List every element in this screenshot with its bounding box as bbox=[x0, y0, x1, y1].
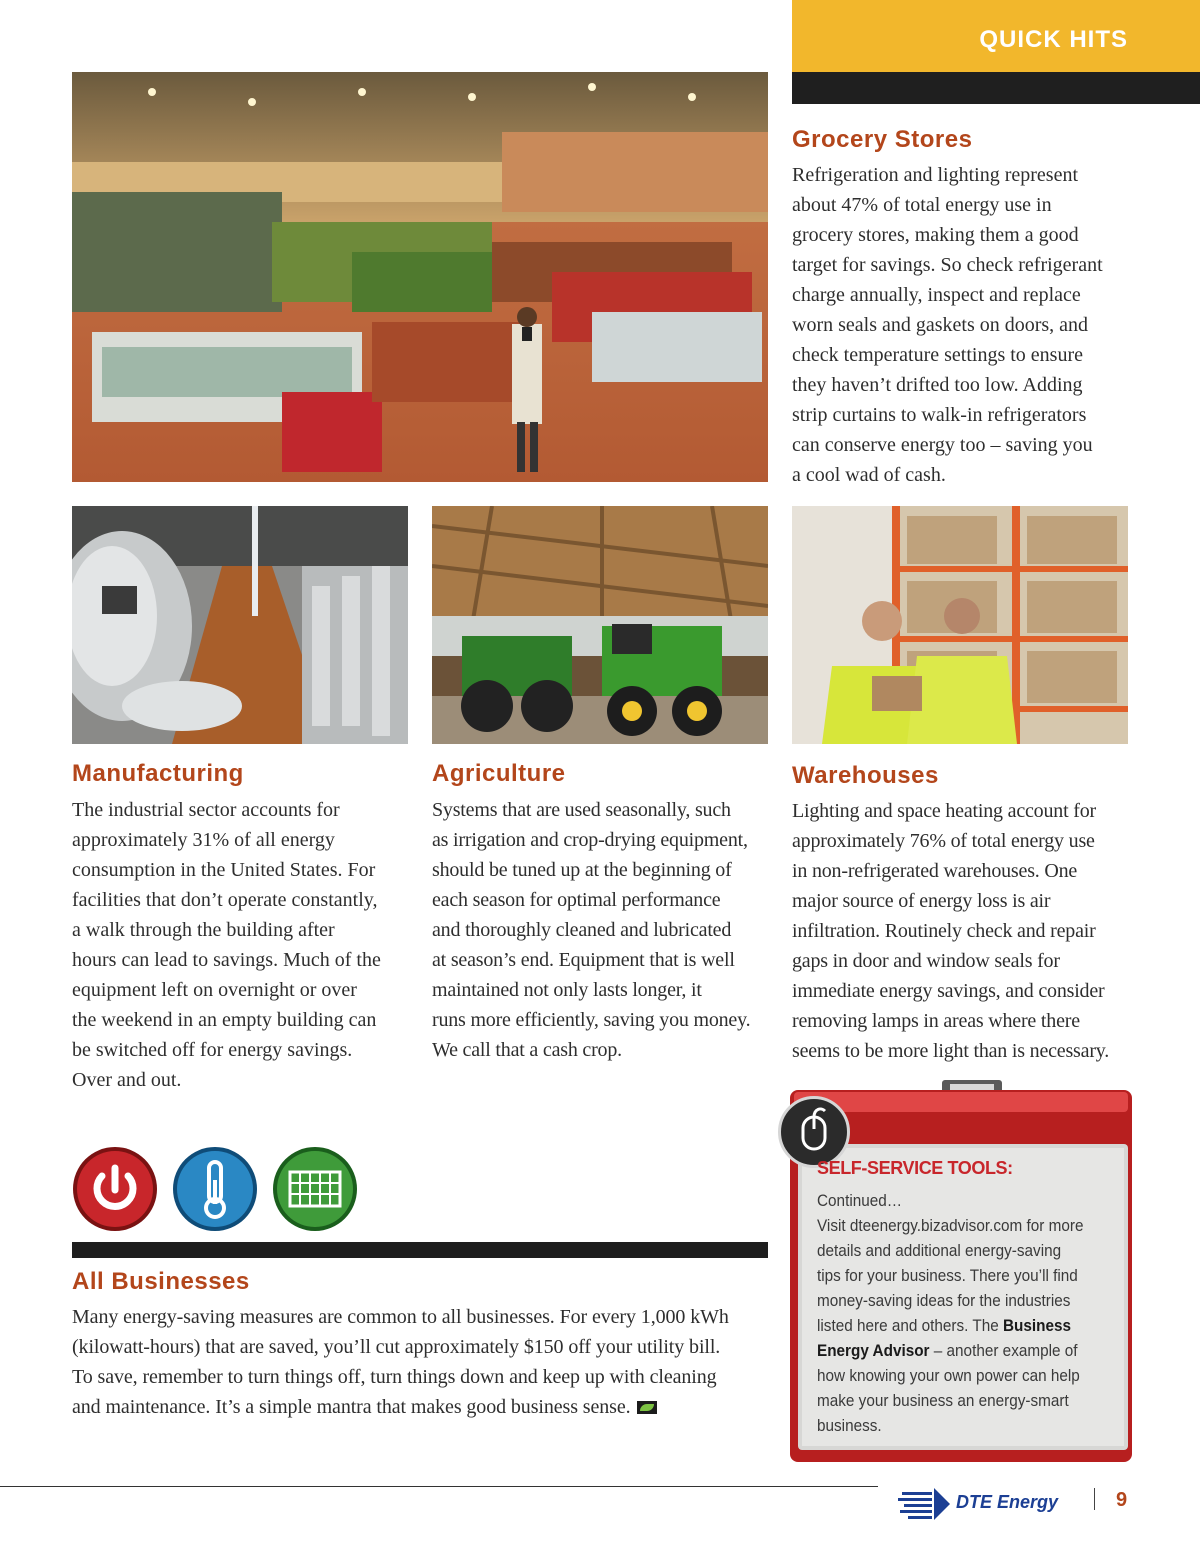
text-line: approximately 31% of all energy bbox=[72, 829, 335, 851]
grid-icon bbox=[272, 1146, 358, 1232]
text-line: should be tuned up at the beginning of bbox=[432, 859, 732, 881]
power-icon bbox=[72, 1146, 158, 1232]
agriculture-paragraph bbox=[432, 795, 777, 1065]
grocery-store-photo bbox=[72, 72, 768, 482]
toolbox-title: SELF-SERVICE TOOLS: bbox=[817, 1158, 1013, 1178]
text-line: and thoroughly cleaned and lubricated bbox=[432, 919, 732, 941]
text-line: details and additional energy-saving bbox=[817, 1241, 1062, 1260]
agriculture-heading: Agriculture bbox=[432, 760, 566, 787]
text-line: at season’s end. Equipment that is well bbox=[432, 949, 735, 971]
all-businesses-heading: All Businesses bbox=[72, 1268, 250, 1295]
text-line: Lighting and space heating account for bbox=[792, 800, 1096, 822]
grocery-paragraph bbox=[792, 160, 1172, 490]
section-divider bbox=[72, 1242, 768, 1258]
text-line: they haven’t drifted too low. Adding bbox=[792, 374, 1083, 396]
text-line: maintained not only lasts longer, it bbox=[432, 979, 702, 1001]
text-bold: Business bbox=[1002, 1316, 1072, 1335]
text-line: each season for optimal performance bbox=[432, 889, 721, 911]
text-line: We call that a cash crop. bbox=[432, 1039, 622, 1061]
text-line: money-saving ideas for the industries bbox=[817, 1291, 1071, 1310]
manufacturing-heading: Manufacturing bbox=[72, 760, 244, 787]
text-line: how knowing your own power can help bbox=[817, 1366, 1080, 1385]
text-line: immediate energy savings, and consider bbox=[792, 980, 1105, 1002]
text-line: approximately 76% of total energy use bbox=[792, 830, 1095, 852]
text-line: about 47% of total energy use in bbox=[792, 194, 1052, 216]
manufacturing-paragraph bbox=[72, 795, 417, 1095]
text-line: be switched off for energy savings. bbox=[72, 1039, 353, 1061]
text-line: charge annually, inspect and replace bbox=[792, 284, 1081, 306]
text-line: business. bbox=[817, 1416, 882, 1435]
manufacturing-photo bbox=[72, 506, 408, 744]
text-line: check temperature settings to ensure bbox=[792, 344, 1083, 366]
text-fragment: – another example of bbox=[929, 1341, 1078, 1360]
leaf-icon bbox=[637, 1401, 657, 1414]
text-line: in non-refrigerated warehouses. One bbox=[792, 860, 1078, 882]
text-line: runs more efficiently, saving you money. bbox=[432, 1009, 751, 1031]
text-line: Visit dteenergy.bizadvisor.com for more bbox=[817, 1216, 1084, 1235]
warehouses-heading: Warehouses bbox=[792, 762, 939, 789]
text-line: Refrigeration and lighting represent bbox=[792, 164, 1079, 186]
text-line: Many energy-saving measures are common to all businesses. For every 1,000 kWh bbox=[72, 1306, 729, 1328]
grocery-heading: Grocery Stores bbox=[792, 126, 973, 153]
text-line: removing lamps in areas where there bbox=[792, 1010, 1080, 1032]
text-line: a cool wad of cash. bbox=[792, 464, 946, 486]
text-line: hours can lead to savings. Much of the bbox=[72, 949, 381, 971]
dte-logo-icon bbox=[896, 1484, 952, 1524]
text-line: as irrigation and crop-drying equipment, bbox=[432, 829, 748, 851]
text-line: (kilowatt-hours) that are saved, you’ll cut approximately $150 off your utility bill. bbox=[72, 1336, 721, 1358]
footer-separator bbox=[1094, 1488, 1095, 1510]
section-title: QUICK HITS bbox=[979, 26, 1128, 53]
self-service-toolbox bbox=[776, 1078, 1140, 1468]
dte-logo-text: DTE Energy bbox=[956, 1492, 1059, 1512]
header-bar bbox=[792, 72, 1200, 104]
thermometer-icon bbox=[172, 1146, 258, 1232]
text-line: Systems that are used seasonally, such bbox=[432, 799, 731, 821]
text-line: infiltration. Routinely check and repair bbox=[792, 920, 1096, 942]
text-line: tips for your business. There you’ll find bbox=[817, 1266, 1078, 1285]
text-bold: Energy Advisor bbox=[817, 1341, 930, 1360]
warehouse-photo bbox=[792, 506, 1128, 744]
text-fragment: listed here and others. The bbox=[817, 1316, 1003, 1335]
agriculture-photo bbox=[432, 506, 768, 744]
text-line: target for savings. So check refrigerant bbox=[792, 254, 1103, 276]
toolbox-text bbox=[817, 1188, 1087, 1438]
text-line bbox=[72, 1392, 782, 1422]
text-line: seems to be more light than is necessary. bbox=[792, 1040, 1110, 1062]
text-line-end: and maintenance. It’s a simple mantra that makes good business sense. bbox=[72, 1396, 631, 1418]
text-line: worn seals and gaskets on doors, and bbox=[792, 314, 1089, 336]
text-line: consumption in the United States. For bbox=[72, 859, 376, 881]
text-line: grocery stores, making them a good bbox=[792, 224, 1079, 246]
toolbox-continued: Continued… bbox=[817, 1191, 903, 1210]
text-line: facilities that don’t operate constantly, bbox=[72, 889, 378, 911]
text-line: major source of energy loss is air bbox=[792, 890, 1051, 912]
text-line: the weekend in an empty building can bbox=[72, 1009, 377, 1031]
text-line: strip curtains to walk-in refrigerators bbox=[792, 404, 1087, 426]
text-line: gaps in door and window seals for bbox=[792, 950, 1060, 972]
all-businesses-paragraph bbox=[72, 1302, 782, 1422]
text-line bbox=[817, 1338, 1087, 1363]
footer-rule bbox=[0, 1486, 878, 1487]
text-line: a walk through the building after bbox=[72, 919, 335, 941]
text-line: make your business an energy-smart bbox=[817, 1391, 1069, 1410]
text-line: Over and out. bbox=[72, 1069, 182, 1091]
text-line: To save, remember to turn things off, turn things down and keep up with cleaning bbox=[72, 1366, 717, 1388]
warehouses-paragraph bbox=[792, 796, 1142, 1066]
text-line: equipment left on overnight or over bbox=[72, 979, 357, 1001]
text-line: can conserve energy too – saving you bbox=[792, 434, 1093, 456]
text-line bbox=[817, 1313, 1087, 1338]
text-line: The industrial sector accounts for bbox=[72, 799, 340, 821]
page-number: 9 bbox=[1116, 1489, 1128, 1511]
